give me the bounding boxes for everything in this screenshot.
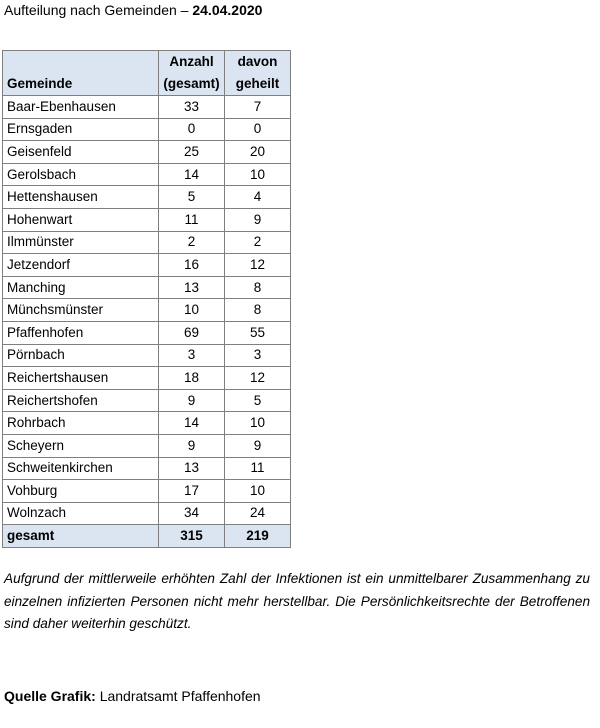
- header-gemeinde: Gemeinde: [3, 51, 159, 96]
- geheilt-cell: 4: [225, 186, 291, 209]
- anzahl-cell: 0: [159, 118, 225, 141]
- table-header-row: [3, 51, 291, 96]
- municipality-name: Reichertshofen: [3, 389, 159, 412]
- anzahl-cell: 25: [159, 141, 225, 164]
- municipality-name: Pfaffenhofen: [3, 321, 159, 344]
- geheilt-cell: 3: [225, 344, 291, 367]
- table-row: [3, 321, 291, 344]
- geheilt-cell: 7: [225, 96, 291, 119]
- municipality-name: Baar-Ebenhausen: [3, 96, 159, 119]
- header-anzahl: [159, 51, 225, 96]
- municipality-name: Vohburg: [3, 480, 159, 503]
- geheilt-cell: 2: [225, 231, 291, 254]
- table-row: [3, 186, 291, 209]
- table-row: [3, 208, 291, 231]
- anzahl-cell: 18: [159, 367, 225, 390]
- municipality-name: Gerolsbach: [3, 163, 159, 186]
- geheilt-cell: 5: [225, 389, 291, 412]
- total-anzahl: 315: [159, 525, 225, 548]
- table-row: [3, 344, 291, 367]
- geheilt-cell: 20: [225, 141, 291, 164]
- table-row: [3, 457, 291, 480]
- geheilt-cell: 8: [225, 299, 291, 322]
- source-value: Landratsamt Pfaffenhofen: [95, 688, 261, 704]
- municipality-name: Münchsmünster: [3, 299, 159, 322]
- table-row: [3, 299, 291, 322]
- table-row: [3, 389, 291, 412]
- privacy-note: Aufgrund der mittlerweile erhöhten Zahl der Infektionen ist ein unmittelbarer Zusammenhang zu einzelnen infizierten Personen nicht mehr herstellbar. Die Persönlichkeitsrechte der Betroffenen sind daher weiterhin geschützt.: [4, 571, 590, 631]
- municipality-table: [2, 50, 291, 548]
- geheilt-cell: 9: [225, 208, 291, 231]
- municipality-name: Wolnzach: [3, 502, 159, 525]
- municipality-name: Ernsgaden: [3, 118, 159, 141]
- source-line: [4, 687, 261, 705]
- table-row: [3, 480, 291, 503]
- header-anzahl-line2: (gesamt): [163, 76, 220, 91]
- anzahl-cell: 2: [159, 231, 225, 254]
- geheilt-cell: 9: [225, 434, 291, 457]
- anzahl-cell: 9: [159, 389, 225, 412]
- geheilt-cell: 8: [225, 276, 291, 299]
- table-row: [3, 434, 291, 457]
- municipality-name: Manching: [3, 276, 159, 299]
- total-geheilt: 219: [225, 525, 291, 548]
- geheilt-cell: 10: [225, 163, 291, 186]
- heading-text: Aufteilung nach Gemeinden –: [4, 2, 193, 18]
- anzahl-cell: 3: [159, 344, 225, 367]
- table-row: [3, 276, 291, 299]
- table-row: [3, 163, 291, 186]
- geheilt-cell: 55: [225, 321, 291, 344]
- total-row: [3, 525, 291, 548]
- total-label: gesamt: [3, 525, 159, 548]
- table-row: [3, 254, 291, 277]
- geheilt-cell: 11: [225, 457, 291, 480]
- anzahl-cell: 34: [159, 502, 225, 525]
- anzahl-cell: 17: [159, 480, 225, 503]
- anzahl-cell: 16: [159, 254, 225, 277]
- geheilt-cell: 12: [225, 367, 291, 390]
- geheilt-cell: 10: [225, 480, 291, 503]
- geheilt-cell: 24: [225, 502, 291, 525]
- municipality-name: Jetzendorf: [3, 254, 159, 277]
- table-row: [3, 141, 291, 164]
- page-heading: [4, 1, 262, 19]
- anzahl-cell: 9: [159, 434, 225, 457]
- municipality-name: Schweitenkirchen: [3, 457, 159, 480]
- header-anzahl-line1: Anzahl: [169, 54, 214, 69]
- header-geheilt-line2: geheilt: [235, 76, 280, 91]
- anzahl-cell: 5: [159, 186, 225, 209]
- source-label: Quelle Grafik:: [4, 688, 96, 704]
- anzahl-cell: 10: [159, 299, 225, 322]
- municipality-name: Pörnbach: [3, 344, 159, 367]
- municipality-name: Ilmmünster: [3, 231, 159, 254]
- anzahl-cell: 14: [159, 412, 225, 435]
- anzahl-cell: 11: [159, 208, 225, 231]
- geheilt-cell: 12: [225, 254, 291, 277]
- anzahl-cell: 33: [159, 96, 225, 119]
- municipality-name: Reichertshausen: [3, 367, 159, 390]
- header-geheilt-line1: davon: [237, 54, 278, 69]
- heading-date: 24.04.2020: [192, 2, 263, 18]
- anzahl-cell: 13: [159, 276, 225, 299]
- municipality-name: Hohenwart: [3, 208, 159, 231]
- municipality-name: Rohrbach: [3, 412, 159, 435]
- municipality-name: Geisenfeld: [3, 141, 159, 164]
- geheilt-cell: 0: [225, 118, 291, 141]
- municipality-name: Hettenshausen: [3, 186, 159, 209]
- table-row: [3, 96, 291, 119]
- municipality-name: Scheyern: [3, 434, 159, 457]
- anzahl-cell: 13: [159, 457, 225, 480]
- geheilt-cell: 10: [225, 412, 291, 435]
- anzahl-cell: 14: [159, 163, 225, 186]
- table-row: [3, 118, 291, 141]
- table-row: [3, 502, 291, 525]
- header-geheilt: [225, 51, 291, 96]
- table-row: [3, 231, 291, 254]
- table-row: [3, 412, 291, 435]
- anzahl-cell: 69: [159, 321, 225, 344]
- table-row: [3, 367, 291, 390]
